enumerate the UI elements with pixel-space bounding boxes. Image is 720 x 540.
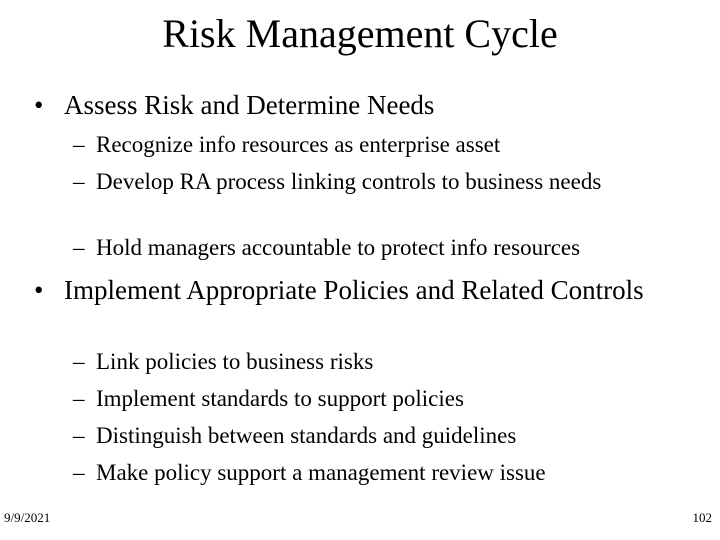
sub-item (73, 168, 673, 195)
sub-item-text: Hold managers accountable to protect info resources (96, 235, 581, 260)
sub-item (73, 131, 693, 158)
sub-item-text: Link policies to business risks (96, 349, 374, 374)
dash-marker: – (73, 169, 85, 194)
sub-item (73, 385, 693, 412)
sub-item (73, 459, 693, 486)
footer-date: 9/9/2021 (4, 510, 51, 525)
sub-item (73, 234, 693, 261)
dash-marker: – (73, 349, 85, 374)
sub-item-text: Implement standards to support policies (96, 386, 464, 411)
bullet-marker: • (34, 90, 44, 120)
dash-marker: – (73, 423, 85, 448)
sub-item-text: Distinguish between standards and guidelines (96, 423, 517, 448)
dash-marker: – (73, 235, 85, 260)
slide-title: Risk Management Cycle (162, 11, 558, 56)
sub-item-text: Develop RA process linking controls to business needs (96, 169, 602, 194)
bullet-text: Assess Risk and Determine Needs (64, 90, 435, 120)
sub-item-text: Recognize info resources as enterprise asset (96, 132, 501, 157)
dash-marker: – (73, 460, 85, 485)
page-number: 102 (692, 510, 712, 525)
bullet-text: Implement Appropriate Policies and Related Controls (64, 275, 644, 305)
bullet-item-2 (34, 274, 654, 306)
sub-item (73, 348, 693, 375)
sub-item (73, 422, 693, 449)
dash-marker: – (73, 132, 85, 157)
sub-item-text: Make policy support a management review issue (96, 460, 546, 485)
bullet-item-1 (34, 89, 674, 121)
bullet-marker: • (34, 275, 44, 305)
dash-marker: – (73, 386, 85, 411)
